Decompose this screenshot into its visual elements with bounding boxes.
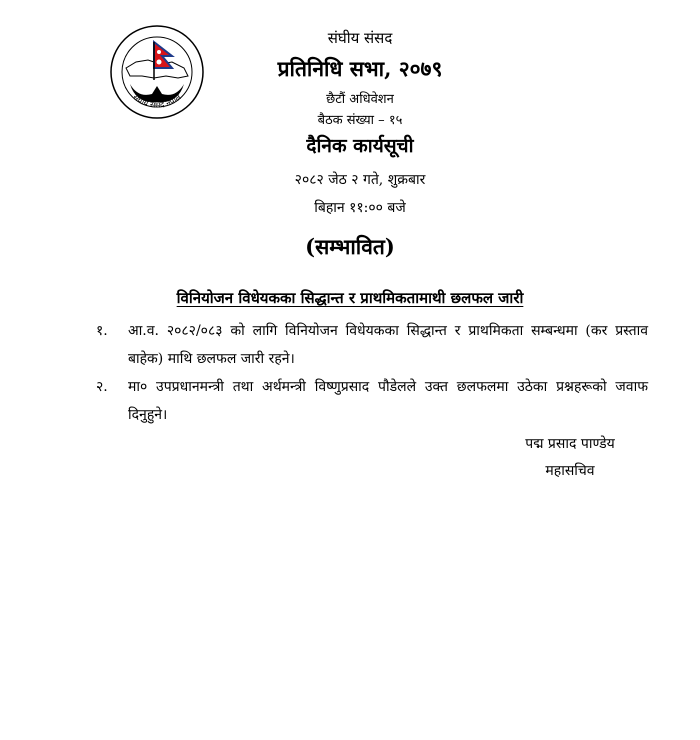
sitting-number: बैठक संख्या – १५: [317, 113, 403, 128]
parliament-emblem-icon: [108, 22, 206, 128]
session-label: छैटौं अधिवेशन: [326, 92, 394, 107]
status-label: (सम्भावित): [305, 234, 395, 259]
logo-text: संघीय संसद नेपाल: [131, 92, 183, 110]
parliament-logo: [108, 22, 206, 128]
agenda-item-number: १.: [96, 323, 108, 339]
agenda-item-text: आ.व. २०८२/०८३ को लागि विनियोजन विधेयकका सिद्धान्त र प्राथमिकता सम्बन्धमा (कर प्रस्ताव बाहेक) माथि छलफल जारी रहने।: [128, 323, 648, 367]
topic-heading: [0, 288, 700, 308]
signatory-name: पद्म प्रसाद पाण्डेय: [525, 436, 615, 452]
document-title: दैनिक कार्यसूची: [306, 135, 414, 157]
parliament-name: संघीय संसद: [327, 29, 393, 47]
meeting-time: बिहान ११:०० बजे: [314, 200, 406, 216]
signatory-title: महासचिव: [545, 463, 595, 479]
meeting-date: २०८२ जेठ २ गते, शुक्रबार: [294, 172, 426, 188]
agenda-item-number: २.: [96, 379, 108, 395]
agenda-item-text: मा० उपप्रधानमन्त्री तथा अर्थमन्त्री विष्णुप्रसाद पौडेलले उक्त छलफलमा उठेका प्रश्नहरूको जवाफ दिनुहुने।: [128, 379, 648, 423]
house-name: प्रतिनिधि सभा, २०७९: [277, 56, 443, 81]
topic-heading-text: विनियोजन विधेयकका सिद्धान्त र प्राथमिकतामाथी छलफल जारी: [176, 289, 524, 307]
